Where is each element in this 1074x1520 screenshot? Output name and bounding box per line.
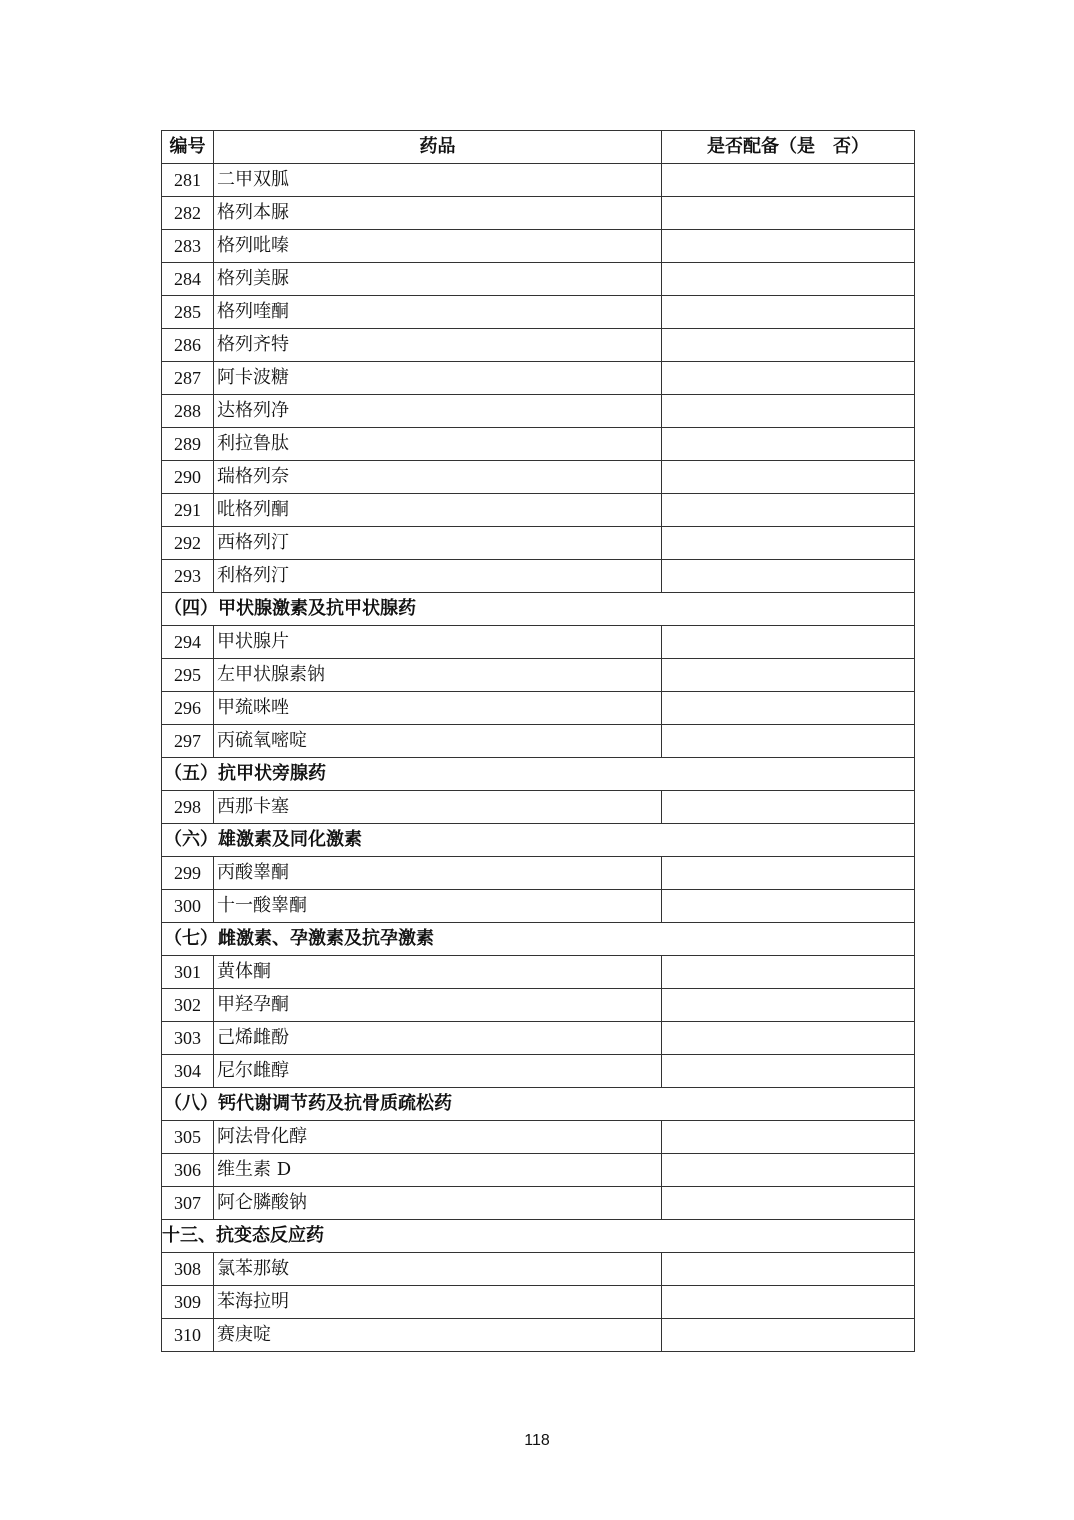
table-row (162, 956, 915, 989)
stocked-cell (662, 395, 915, 428)
drug-name: 十一酸睾酮 (214, 890, 662, 923)
table-row (162, 1187, 915, 1220)
stocked-cell (662, 1121, 915, 1154)
table-row (162, 461, 915, 494)
section-title: （六）雄激素及同化激素 (162, 824, 915, 857)
stocked-cell (662, 494, 915, 527)
drug-name: 阿卡波糖 (214, 362, 662, 395)
stocked-cell (662, 626, 915, 659)
drug-number: 297 (162, 725, 214, 758)
drug-number: 307 (162, 1187, 214, 1220)
drug-name: 西格列汀 (214, 527, 662, 560)
section-title: （八）钙代谢调节药及抗骨质疏松药 (162, 1088, 915, 1121)
drug-name: 利格列汀 (214, 560, 662, 593)
section-row (162, 824, 915, 857)
table-row (162, 857, 915, 890)
drug-number: 294 (162, 626, 214, 659)
drug-name: 苯海拉明 (214, 1286, 662, 1319)
drug-number: 301 (162, 956, 214, 989)
drug-number: 296 (162, 692, 214, 725)
table-row (162, 296, 915, 329)
table-row (162, 1319, 915, 1352)
drug-name: 赛庚啶 (214, 1319, 662, 1352)
stocked-cell (662, 461, 915, 494)
drug-number: 306 (162, 1154, 214, 1187)
stocked-cell (662, 1286, 915, 1319)
table-row (162, 890, 915, 923)
table-row (162, 791, 915, 824)
table-body (162, 164, 915, 1352)
drug-name: 丙硫氧嘧啶 (214, 725, 662, 758)
drug-name: 尼尔雌醇 (214, 1055, 662, 1088)
stocked-cell (662, 1187, 915, 1220)
drug-name: 黄体酮 (214, 956, 662, 989)
stocked-cell (662, 560, 915, 593)
drug-name: 利拉鲁肽 (214, 428, 662, 461)
table-row (162, 1121, 915, 1154)
stocked-cell (662, 263, 915, 296)
table-row (162, 1154, 915, 1187)
table-row (162, 494, 915, 527)
drug-name: 氯苯那敏 (214, 1253, 662, 1286)
drug-name: 甲状腺片 (214, 626, 662, 659)
drug-number: 288 (162, 395, 214, 428)
header-number: 编号 (162, 131, 214, 164)
stocked-cell (662, 197, 915, 230)
table-row (162, 560, 915, 593)
header-stocked: 是否配备（是 否） (662, 131, 915, 164)
table-row (162, 527, 915, 560)
drug-number: 300 (162, 890, 214, 923)
drug-number: 302 (162, 989, 214, 1022)
drug-number: 285 (162, 296, 214, 329)
table-row (162, 329, 915, 362)
section-title: （七）雌激素、孕激素及抗孕激素 (162, 923, 915, 956)
stocked-cell (662, 989, 915, 1022)
table-row (162, 395, 915, 428)
stocked-cell (662, 164, 915, 197)
drug-number: 290 (162, 461, 214, 494)
table-row (162, 263, 915, 296)
stocked-cell (662, 1319, 915, 1352)
drug-name: 瑞格列奈 (214, 461, 662, 494)
table-row (162, 428, 915, 461)
stocked-cell (662, 956, 915, 989)
drug-name: 达格列净 (214, 395, 662, 428)
section-row (162, 593, 915, 626)
drug-name: 己烯雌酚 (214, 1022, 662, 1055)
drug-name: 甲巯咪唑 (214, 692, 662, 725)
section-title: （五）抗甲状旁腺药 (162, 758, 915, 791)
drug-name: 二甲双胍 (214, 164, 662, 197)
section-row (162, 758, 915, 791)
drug-number: 287 (162, 362, 214, 395)
drug-name: 阿法骨化醇 (214, 1121, 662, 1154)
drug-number: 309 (162, 1286, 214, 1319)
drug-number: 295 (162, 659, 214, 692)
table-row (162, 989, 915, 1022)
table-row (162, 626, 915, 659)
stocked-cell (662, 857, 915, 890)
section-row (162, 1088, 915, 1121)
table-row (162, 362, 915, 395)
table-header-row (162, 131, 915, 164)
table-row (162, 1055, 915, 1088)
stocked-cell (662, 527, 915, 560)
table-row (162, 197, 915, 230)
stocked-cell (662, 725, 915, 758)
drug-name: 吡格列酮 (214, 494, 662, 527)
stocked-cell (662, 428, 915, 461)
section-title: 十三、抗变态反应药 (162, 1220, 915, 1253)
section-row (162, 1220, 915, 1253)
drug-name: 格列吡嗪 (214, 230, 662, 263)
drug-number: 308 (162, 1253, 214, 1286)
header-drug: 药品 (214, 131, 662, 164)
drug-number: 310 (162, 1319, 214, 1352)
stocked-cell (662, 659, 915, 692)
drug-number: 298 (162, 791, 214, 824)
table-row (162, 1286, 915, 1319)
drug-name: 丙酸睾酮 (214, 857, 662, 890)
stocked-cell (662, 791, 915, 824)
section-row (162, 923, 915, 956)
table-row (162, 230, 915, 263)
stocked-cell (662, 296, 915, 329)
drug-name: 格列美脲 (214, 263, 662, 296)
table-row (162, 659, 915, 692)
drug-name: 格列齐特 (214, 329, 662, 362)
stocked-cell (662, 1022, 915, 1055)
stocked-cell (662, 230, 915, 263)
drug-number: 283 (162, 230, 214, 263)
drug-number: 289 (162, 428, 214, 461)
drug-number: 284 (162, 263, 214, 296)
stocked-cell (662, 1253, 915, 1286)
stocked-cell (662, 1154, 915, 1187)
drug-number: 293 (162, 560, 214, 593)
stocked-cell (662, 362, 915, 395)
drug-number: 304 (162, 1055, 214, 1088)
page-number: 118 (524, 1432, 550, 1449)
drug-name: 左甲状腺素钠 (214, 659, 662, 692)
table-row (162, 1253, 915, 1286)
drug-name: 阿仑膦酸钠 (214, 1187, 662, 1220)
drug-number: 305 (162, 1121, 214, 1154)
stocked-cell (662, 1055, 915, 1088)
drug-number: 299 (162, 857, 214, 890)
table-row (162, 1022, 915, 1055)
drug-number: 291 (162, 494, 214, 527)
table-row (162, 725, 915, 758)
drug-number: 303 (162, 1022, 214, 1055)
table-row (162, 164, 915, 197)
drug-name: 格列喹酮 (214, 296, 662, 329)
drug-name: 维生素 D (214, 1154, 662, 1187)
stocked-cell (662, 692, 915, 725)
section-title: （四）甲状腺激素及抗甲状腺药 (162, 593, 915, 626)
drug-name: 西那卡塞 (214, 791, 662, 824)
drug-name: 格列本脲 (214, 197, 662, 230)
drug-name: 甲羟孕酮 (214, 989, 662, 1022)
drug-number: 281 (162, 164, 214, 197)
table-row (162, 692, 915, 725)
drug-number: 286 (162, 329, 214, 362)
drug-table (161, 130, 915, 1352)
stocked-cell (662, 329, 915, 362)
drug-number: 282 (162, 197, 214, 230)
stocked-cell (662, 890, 915, 923)
drug-number: 292 (162, 527, 214, 560)
